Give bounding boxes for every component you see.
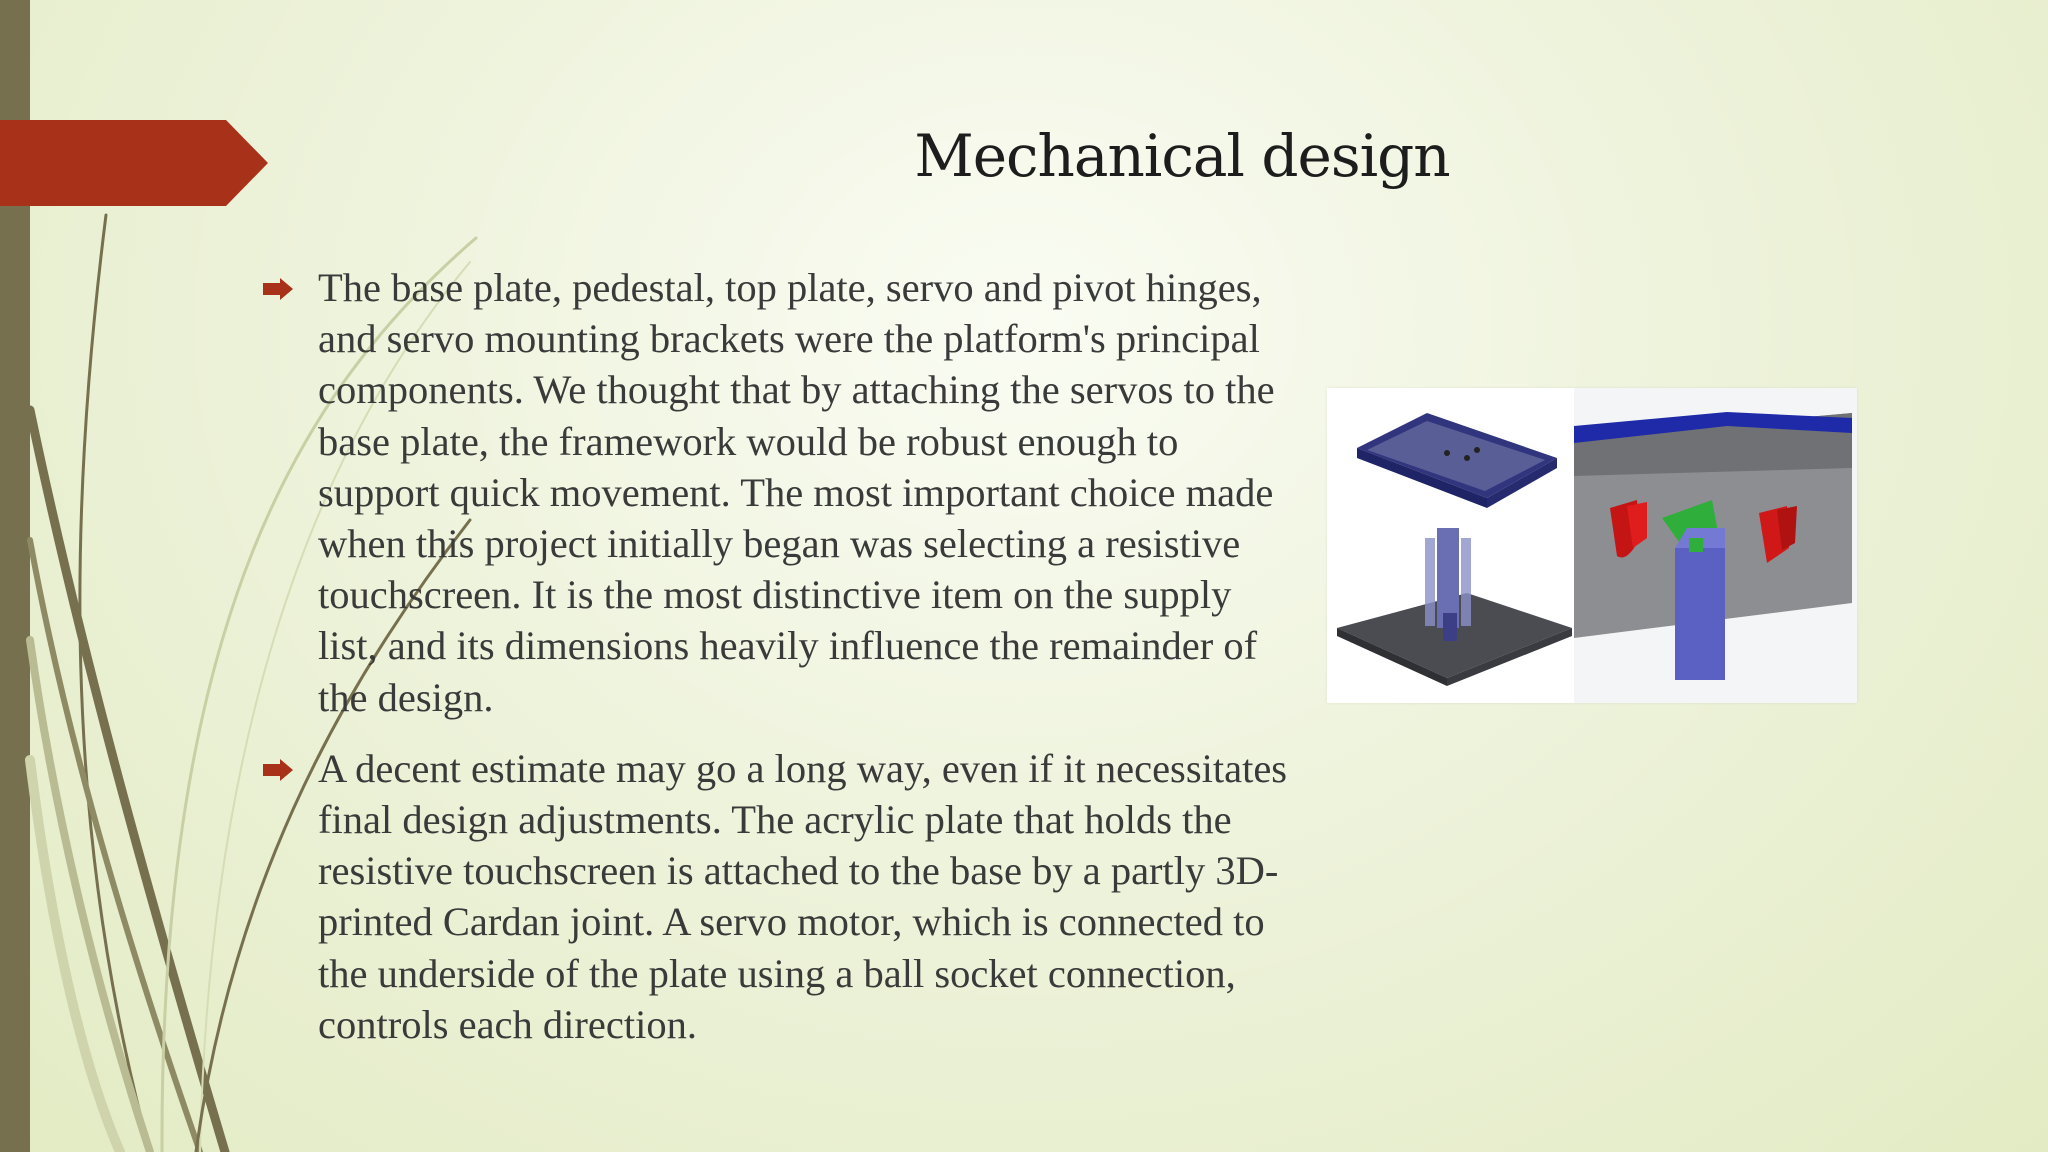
arrow-bullet-icon xyxy=(262,759,294,781)
arrow-bullet-icon xyxy=(262,278,294,300)
cad-render-illustration xyxy=(1327,388,1857,703)
mechanism-cad-image xyxy=(1327,388,1857,703)
bullet-text: A decent estimate may go a long way, even if it necessitates final design adjustments. The acrylic plate that holds the resistive touchscreen is attached to the base by a partly 3D-printed Cardan joint. A servo motor, which is connected to the underside of the plate using a ball socket connection, controls each direction. xyxy=(318,745,1288,1047)
bullet-item xyxy=(262,262,1292,723)
slide-title: Mechanical design xyxy=(914,122,1450,190)
bullet-list xyxy=(262,262,1292,1070)
bullet-text: The base plate, pedestal, top plate, servo and pivot hinges, and servo mounting brackets were the platform's principal components. We thought that by attaching the servos to the base plate, the framework would be robust enough to support quick movement. The most important choice made when this project initially began was selecting a resistive touchscreen. It is the most distinctive item on the supply list, and its dimensions heavily influence the remainder of the design. xyxy=(318,265,1275,720)
bullet-item xyxy=(262,743,1292,1050)
